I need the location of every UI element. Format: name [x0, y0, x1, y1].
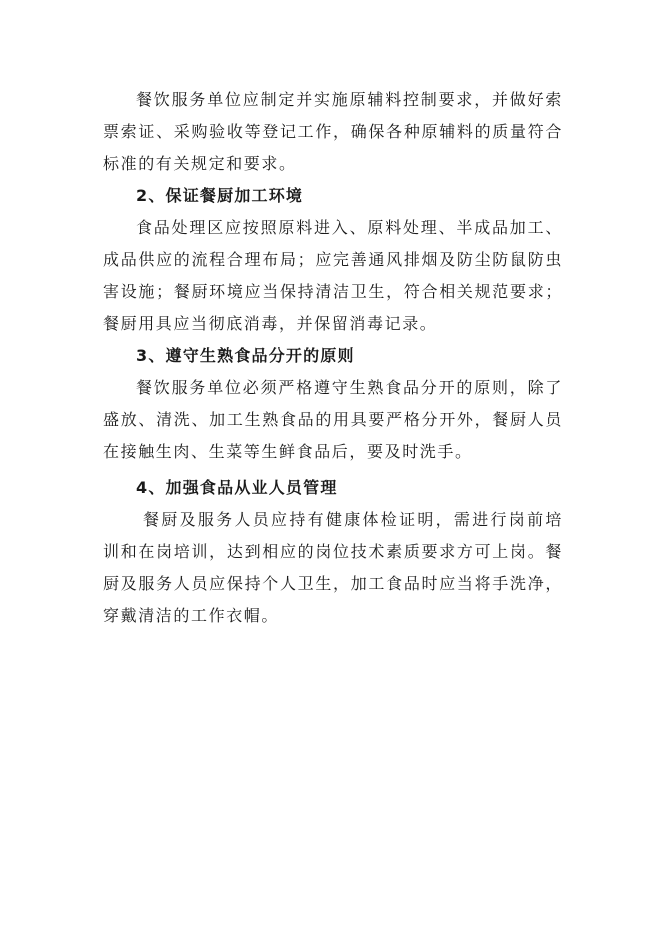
section-heading-kitchen-environment: 2、保证餐厨加工环境 — [136, 186, 304, 205]
section-body-raw-cooked-separation: 餐饮服务单位必须严格遵守生熟食品分开的原则，除了盛放、清洗、加工生熟食品的用具要严格分开外，餐厨人员在接触生肉、生菜等生鲜食品后，要及时洗手。 — [103, 378, 563, 461]
section-body-kitchen-environment: 食品处理区应按照原料进入、原料处理、半成品加工、成品供应的流程合理布局；应完善通风排烟及防尘防鼠防虫害设施；餐厨环境应当保持清洁卫生，符合相关规范要求；餐厨用具应当彻底消毒，并保留消毒记录。 — [103, 218, 563, 333]
section-heading-staff-management: 4、加强食品从业人员管理 — [136, 478, 338, 497]
section-heading-raw-cooked-separation: 3、遵守生熟食品分开的原则 — [136, 346, 355, 365]
document-page — [103, 84, 563, 632]
section-body-staff-management: 餐厨及服务人员应持有健康体检证明，需进行岗前培训和在岗培训，达到相应的岗位技术素质要求方可上岗。餐厨及服务人员应保持个人卫生，加工食品时应当将手洗净，穿戴清洁的工作衣帽。 — [103, 510, 563, 625]
intro-paragraph: 餐饮服务单位应制定并实施原辅料控制要求，并做好索票索证、采购验收等登记工作，确保各种原辅料的质量符合标准的有关规定和要求。 — [103, 90, 563, 173]
